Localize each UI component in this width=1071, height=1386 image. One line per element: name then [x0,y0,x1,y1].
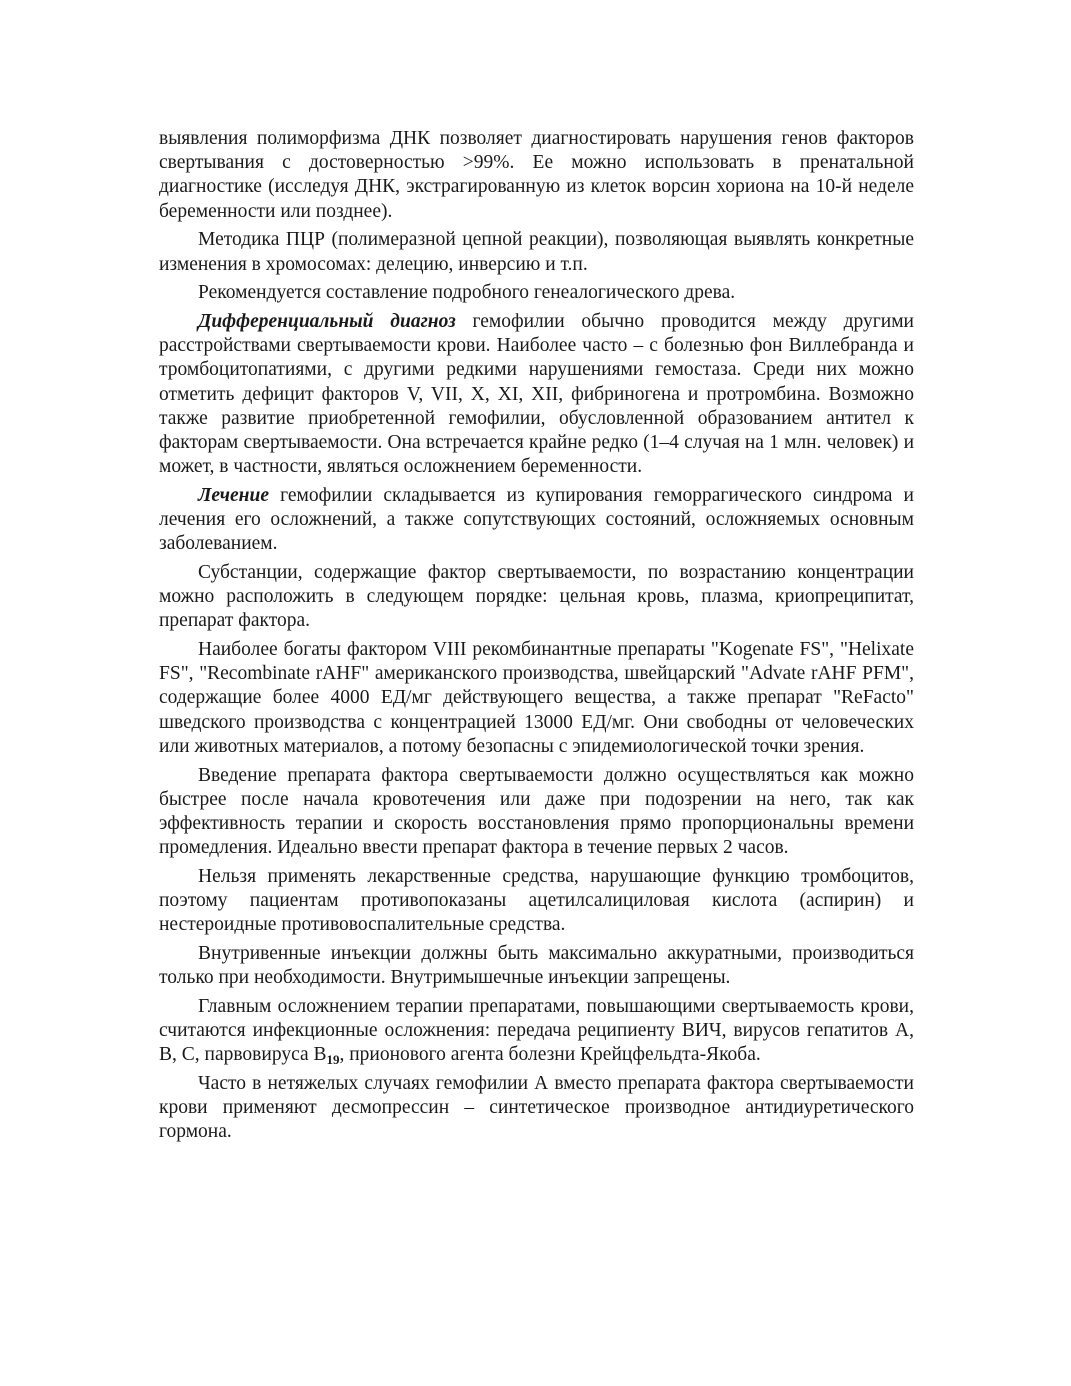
heading-treatment: Лечение [198,484,269,506]
paragraph-treatment [159,484,914,557]
paragraph-contraindications: Нельзя применять лекарственные средства, нарушающие функцию тромбоцитов, поэтому пациентам противопоказаны ацетилсалициловая кислота (аспирин) и нестероидные противовоспалительные средства. [159,865,914,936]
paragraph-differential-diagnosis-text: гемофилии обычно проводится между другими расстройствами свертываемости крови. Наиболее часто – с болезнью фон Виллебранда и тромбоцитопатиями, с другими редкими нарушениями гемостаза. Среди них можно отметить дефицит факторов V, VII, X, XI, XII, фибриногена и протромбина. Возможно также развитие приобретенной гемофилии, обусловленной образованием антител к факторам свертываемости. Она встречается крайне редко (1–4 случая на 1 млн. человек) и может, в частности, являться осложнением беременности. [159,310,914,478]
paragraph-administration-timing: Введение препарата фактора свертываемости должно осуществляться как можно быстрее после начала кровотечения или даже при подозрении на него, так как эффективность терапии и скорость восстановления прямо пропорциональны времени промедления. Идеально ввести препарат фактора в течение первых 2 часов. [159,764,914,859]
paragraph-substances: Субстанции, содержащие фактор свертываемости, по возрастанию концентрации можно расположить в следующем порядке: цельная кровь, плазма, криопреципитат, препарат фактора. [159,561,914,632]
document-page [159,127,914,1145]
paragraph-genealogy: Рекомендуется составление подробного генеалогического древа. [198,282,736,304]
complications-text-before: Главным осложнением терапии препаратами, повышающими свертываемость крови, считаются инфекционные осложнения: передача реципиенту ВИЧ, вирусов гепатитов А, В, С, парвовируса В [159,995,914,1066]
paragraph-treatment-text: гемофилии складывается из купирования геморрагического синдрома и лечения его осложнений, а также сопутствующих состояний, осложняемых основным заболеванием. [159,484,914,555]
paragraph-dna-polymorphism: выявления полиморфизма ДНК позволяет диагностировать нарушения генов факторов свертывания с достоверностью >99%. Ее можно использовать в пренатальной диагностике (исследуя ДНК, экстрагированную из клеток ворсин хориона на 10-й неделе беременности или позднее). [159,128,914,222]
complications-text-after: , прионового агента болезни Крейцфельдта-Якоба. [339,1044,761,1066]
subscript-19: 19 [326,1052,340,1068]
paragraph-desmopressin: Часто в нетяжелых случаях гемофилии А вместо препарата фактора свертываемости крови применяют десмопрессин – синтетическое производное антидиуретического гормона. [159,1073,914,1143]
paragraph-complications [159,995,914,1068]
paragraph-pcr-method: Методика ПЦР (полимеразной цепной реакции), позволяющая выявлять конкретные изменения в хромосомах: делецию, инверсию и т.п. [159,229,914,275]
paragraph-injections: Внутривенные инъекции должны быть максимально аккуратными, производиться только при необходимости. Внутримышечные инъекции запрещены. [159,943,914,989]
heading-differential-diagnosis: Дифференциальный диагноз [198,310,456,332]
paragraph-differential-diagnosis [159,310,914,479]
paragraph-recombinant-preparations: Наиболее богаты фактором VIII рекомбинантные препараты "Kogenate FS", "Helixate FS", "Recombinate rAHF" американского производства, швейцарский "Advate rAHF PFM", содержащие более 4000 ЕД/мг действующего вещества, а также препарат "ReFacto" шведского производства с концентрацией 13000 ЕД/мг. Они свободны от человеческих или животных материалов, а потому безопасны с эпидемиологической точки зрения. [159,639,914,757]
